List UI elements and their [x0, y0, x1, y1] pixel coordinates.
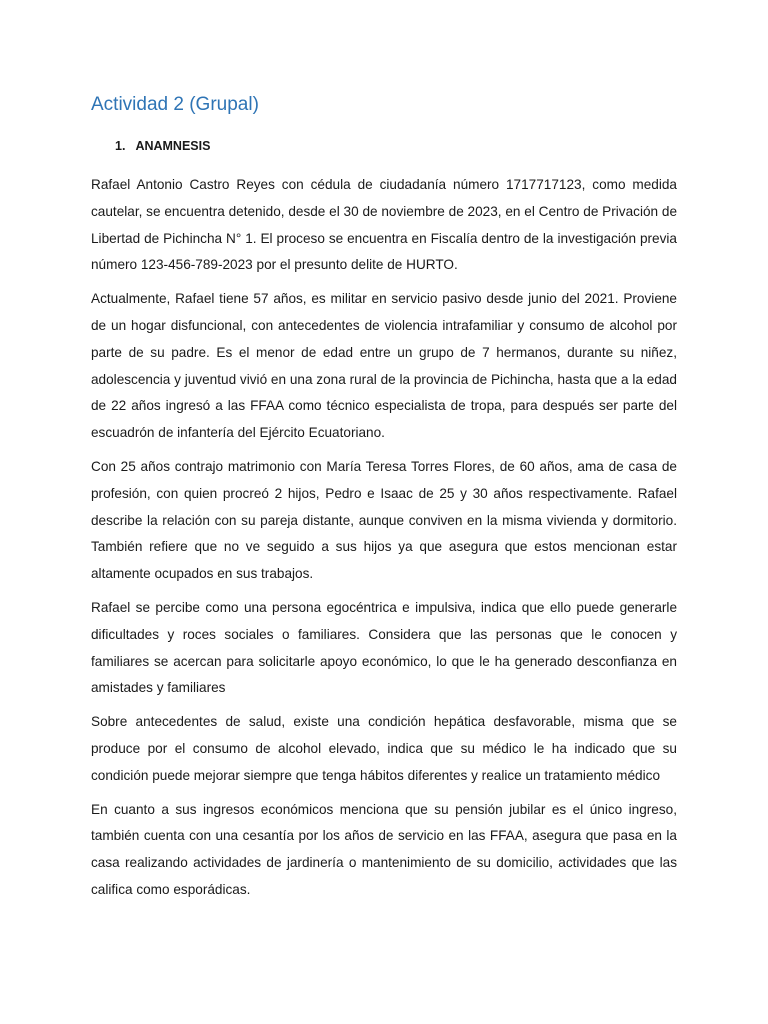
paragraph-family: Con 25 años contrajo matrimonio con María Teresa Torres Flores, de 60 años, ama de casa de profesión, con quien procreó 2 hijos, Pedro e Isaac de 25 y 30 años respectivamente. Rafael describe la relación con su pareja distante, aunque conviven en la misma vivienda y dormitorio. También refiere que no ve seguido a sus hijos ya que asegura que estos mencionan estar altamente ocupados en sus trabajos. — [91, 458, 677, 582]
section-heading-text: ANAMNESIS — [135, 139, 211, 153]
paragraph-self-perception: Rafael se percibe como una persona egocéntrica e impulsiva, indica que ello puede generarle dificultades y roces sociales o familiares. Considera que las personas que le conocen y familiares se acercan para solicitarle apoyo económico, lo que le ha generado desconfianza en amistades y familiares — [91, 599, 677, 696]
document-title: Actividad 2 (Grupal) — [91, 94, 259, 115]
section-heading — [115, 136, 677, 156]
paragraph-identification: Rafael Antonio Castro Reyes con cédula de ciudadanía número 1717717123, como medida cautelar, se encuentra detenido, desde el 30 de noviembre de 2023, en el Centro de Privación de Libertad de Pichincha N° 1. El proceso se encuentra en Fiscalía dentro de la investigación previa número 123-456-789-2023 por el presunto delite de HURTO. — [91, 177, 677, 273]
paragraph-background: Actualmente, Rafael tiene 57 años, es militar en servicio pasivo desde junio del 2021. Proviene de un hogar disfuncional, con antecedentes de violencia intrafamiliar y consumo de alcohol por parte de su padre. Es el menor de edad entre un grupo de 7 hermanos, durante su niñez, adolescencia y juventud vivió en una zona rural de la provincia de Pichincha, hasta que a la edad de 22 años ingresó a las FFAA como técnico especialista de tropa, para después ser parte del escuadrón de infantería del Ejército Ecuatoriano. — [91, 291, 677, 441]
document-page — [91, 90, 677, 911]
paragraph-income: En cuanto a sus ingresos económicos menciona que su pensión jubilar es el único ingreso, también cuenta con una cesantía por los años de servicio en las FFAA, asegura que pasa en la casa realizando actividades de jardinería o mantenimiento de su domicilio, actividades que las califica como esporádicas. — [91, 801, 677, 897]
paragraph-health: Sobre antecedentes de salud, existe una condición hepática desfavorable, misma que se produce por el consumo de alcohol elevado, indica que su médico le ha indicado que su condición puede mejorar siempre que tenga hábitos diferentes y realice un tratamiento médico — [91, 714, 677, 783]
section-number: 1. — [115, 139, 126, 153]
